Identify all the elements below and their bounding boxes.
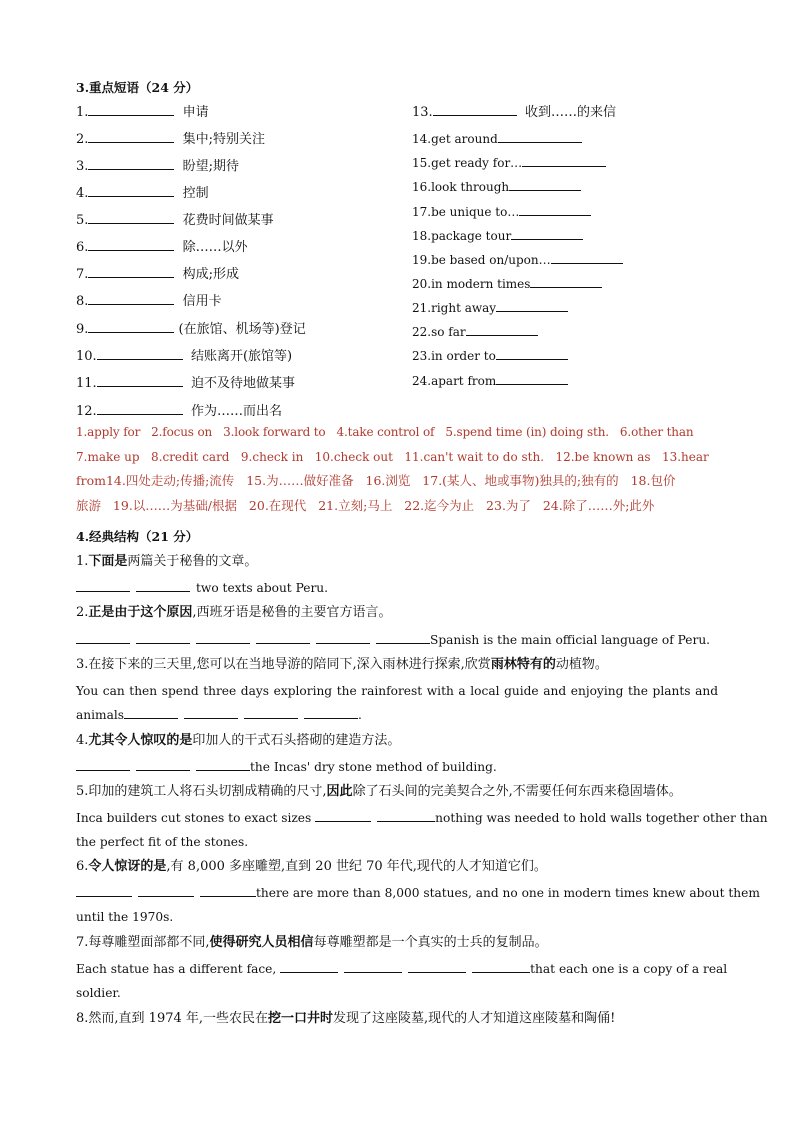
question-english: You can then spend three days exploring the rainforest with a local guide and enjoying the plants and (76, 684, 718, 698)
question-english: soldier. (76, 986, 121, 1000)
answer-blank[interactable] (256, 631, 310, 644)
answer-blank[interactable] (433, 103, 517, 116)
section3-heading: 3.重点短语（24 分） (76, 80, 199, 95)
answer-blank[interactable] (136, 631, 190, 644)
phrase-item: 5. 花费时间做某事 (76, 213, 274, 228)
phrase-item: 19.be based on/upon… (412, 251, 742, 269)
phrase-item: 17.be unique to… (412, 203, 742, 221)
answer-blank[interactable] (88, 238, 174, 251)
phrase-item: 2. 集中;特别关注 (76, 132, 266, 147)
answer-blank[interactable] (124, 706, 178, 719)
phrase-item: 11. 迫不及待地做某事 (76, 376, 295, 391)
answer-blank[interactable] (88, 103, 174, 116)
section4-heading: 4.经典结构（21 分） (76, 529, 199, 544)
answer-blank[interactable] (522, 154, 606, 167)
question-chinese: 6.令人惊讶的是,有 8,000 多座雕塑,直到 20 世纪 70 年代,现代的人才知道它们。 (76, 859, 547, 874)
answer-blank[interactable] (88, 157, 174, 170)
phrase-item: 8. 信用卡 (76, 294, 222, 309)
question-chinese: 3.在接下来的三天里,您可以在当地导游的陪同下,深入雨林进行探索,欣赏雨林特有的动植物。 (76, 657, 608, 672)
answer-blank[interactable] (76, 884, 132, 897)
phrase-item: 1. 申请 (76, 105, 209, 120)
answer-blank[interactable] (97, 347, 183, 360)
answer-blank[interactable] (472, 960, 530, 973)
answer-blank[interactable] (316, 631, 370, 644)
answer-key-line: from14.四处走动;传播;流传 15.为……做好准备 16.浏览 17.(某人、地或事物)独具的;独有的 18.包价 (76, 473, 676, 488)
answer-blank[interactable] (76, 631, 130, 644)
answer-blank[interactable] (509, 178, 581, 191)
phrase-item: 3. 盼望;期待 (76, 159, 240, 174)
answer-blank[interactable] (196, 758, 250, 771)
answer-blank[interactable] (184, 706, 238, 719)
answer-blank[interactable] (376, 631, 430, 644)
answer-blank[interactable] (511, 227, 583, 240)
phrase-item: 9. (在旅馆、机场等)登记 (76, 322, 306, 337)
answer-blank[interactable] (304, 706, 358, 719)
phrase-item: 21.right away (412, 299, 742, 317)
answer-blank[interactable] (88, 130, 174, 143)
question-english: until the 1970s. (76, 910, 174, 924)
answer-blank[interactable] (200, 884, 256, 897)
phrase-item: 18.package tour (412, 227, 742, 245)
question-chinese: 1.下面是两篇关于秘鲁的文章。 (76, 554, 258, 569)
answer-blank[interactable] (88, 211, 174, 224)
question-chinese: 4.尤其令人惊叹的是印加人的干式石头搭砌的建造方法。 (76, 733, 401, 748)
answer-blank[interactable] (138, 884, 194, 897)
phrase-item: 23.in order to (412, 347, 742, 365)
phrase-item: 20.in modern times (412, 275, 742, 293)
answer-blank[interactable] (136, 579, 190, 592)
answer-blank[interactable] (136, 758, 190, 771)
phrase-item: 24.apart from (412, 372, 742, 390)
question-english: Spanish is the main official language of Peru. (76, 628, 718, 652)
answer-blank[interactable] (466, 323, 538, 336)
phrase-item: 15.get ready for… (412, 154, 742, 172)
question-chinese: 7.每尊雕塑面部都不同,使得研究人员相信每尊雕塑都是一个真实的士兵的复制品。 (76, 935, 548, 950)
answer-blank[interactable] (496, 299, 568, 312)
answer-key-line: 1.apply for 2.focus on 3.look forward to 4.take control of 5.spend time (in) doing sth. 6.other than (76, 425, 694, 439)
answer-blank[interactable] (88, 320, 174, 333)
answer-blank[interactable] (519, 203, 591, 216)
question-english: Inca builders cut stones to exact sizes nothing was needed to hold walls together other than (76, 811, 768, 825)
answer-blank[interactable] (280, 960, 338, 973)
answer-blank[interactable] (530, 275, 602, 288)
phrase-item: 16.look through (412, 178, 742, 196)
question-chinese: 5.印加的建筑工人将石头切割成精确的尺寸,因此除了石头间的完美契合之外,不需要任何东西来稳固墙体。 (76, 784, 682, 799)
answer-blank[interactable] (498, 130, 582, 143)
answer-blank[interactable] (97, 402, 183, 415)
phrase-item: 7. 构成;形成 (76, 267, 240, 282)
question-english: two texts about Peru. (76, 576, 718, 600)
answer-blank[interactable] (97, 374, 183, 387)
answer-blank[interactable] (496, 347, 568, 360)
phrase-item: 6. 除……以外 (76, 240, 248, 255)
answer-blank[interactable] (244, 706, 298, 719)
answer-blank[interactable] (344, 960, 402, 973)
phrase-item: 22.so far (412, 323, 742, 341)
answer-blank[interactable] (76, 579, 130, 592)
answer-blank[interactable] (76, 758, 130, 771)
answer-blank[interactable] (196, 631, 250, 644)
phrase-item: 14.get around (412, 130, 742, 148)
phrase-item: 13. 收到……的来信 (412, 105, 616, 120)
question-english: Each statue has a different face, that each one is a copy of a real (76, 962, 728, 976)
answer-blank[interactable] (408, 960, 466, 973)
question-chinese: 2.正是由于这个原因,西班牙语是秘鲁的主要官方语言。 (76, 605, 392, 620)
answer-blank[interactable] (88, 184, 174, 197)
question-chinese: 8.然而,直到 1974 年,一些农民在挖一口井时发现了这座陵墓,现代的人才知道这座陵墓和陶俑! (76, 1011, 616, 1026)
answer-blank[interactable] (315, 809, 371, 822)
answer-blank[interactable] (88, 292, 174, 305)
phrase-item: 4. 控制 (76, 186, 209, 201)
phrase-item: 10. 结账离开(旅馆等) (76, 349, 293, 364)
question-english: animals . (76, 708, 362, 722)
question-english: the perfect fit of the stones. (76, 835, 249, 849)
answer-blank[interactable] (496, 372, 568, 385)
answer-blank[interactable] (88, 265, 174, 278)
question-english: the Incas' dry stone method of building. (76, 755, 718, 779)
phrase-item: 12. 作为……而出名 (76, 404, 282, 419)
question-english: there are more than 8,000 statues, and no one in modern times knew about them (76, 881, 718, 905)
answer-key (76, 420, 718, 518)
answer-key-line: 旅游 19.以……为基础/根据 20.在现代 21.立刻;马上 22.迄今为止 23.为了 24.除了……外;此外 (76, 497, 655, 513)
answer-key-line: 7.make up 8.credit card 9.check in 10.check out 11.can't wait to do sth. 12.be known as 13.hear (76, 449, 709, 464)
answer-blank[interactable] (377, 809, 435, 822)
answer-blank[interactable] (551, 251, 623, 264)
